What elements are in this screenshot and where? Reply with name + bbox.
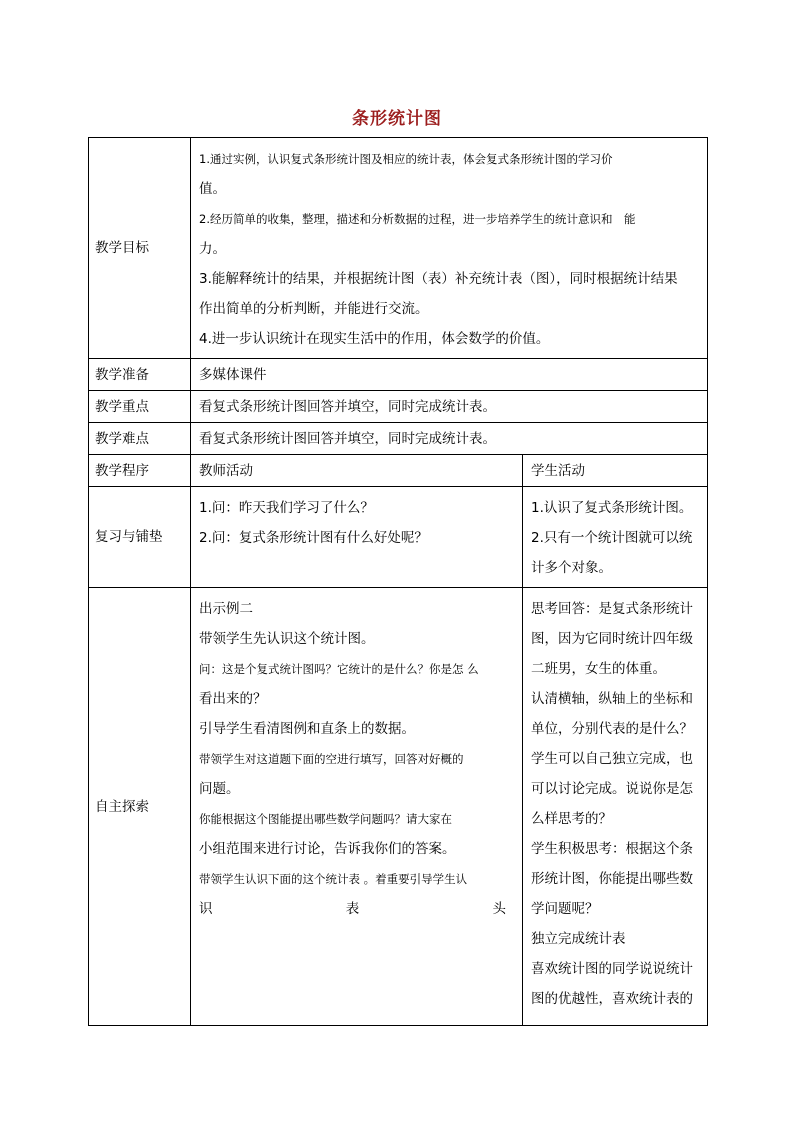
teacher-line: 2.问：复式条形统计图有什么好处呢？ (199, 530, 428, 546)
procedure-label: 教学程序 (89, 455, 191, 487)
review-teacher (191, 487, 523, 588)
student-line: 图的优越性，喜欢统计表的 (531, 991, 693, 1007)
student-line: 学生可以自己独立完成，也 (531, 751, 693, 767)
review-student (523, 487, 708, 588)
student-line: 思考回答：是复式条形统计 (531, 601, 693, 617)
justified-word: 头 (492, 901, 506, 917)
student-line: 计多个对象。 (531, 560, 612, 576)
page-title: 条形统计图 (352, 109, 442, 129)
teacher-line: 1.问：昨天我们学习了什么？ (199, 500, 374, 516)
explore-label: 自主探索 (89, 588, 191, 1026)
review-label: 复习与铺垫 (89, 487, 191, 588)
student-line: 1.认识了复式条形统计图。 (531, 500, 693, 516)
student-line: 学生积极思考：根据这个条 (531, 841, 693, 857)
student-line: 可以讨论完成。说说你是怎 (531, 781, 693, 797)
student-line: 二班男，女生的体重。 (531, 661, 666, 677)
student-line: 喜欢统计图的同学说说统计 (531, 961, 693, 977)
goals-content (191, 138, 708, 359)
student-activity-header: 学生活动 (523, 455, 708, 487)
teacher-line: 带领学生认识下面的这个统计表 。着重要引导学生认 (199, 872, 468, 886)
procedure-header-row (89, 455, 708, 487)
prep-row (89, 359, 708, 391)
difficulty-value: 看复式条形统计图回答并填空，同时完成统计表。 (191, 423, 708, 455)
student-line: 图，因为它同时统计四年级 (531, 631, 693, 647)
prep-label: 教学准备 (89, 359, 191, 391)
explore-row (89, 588, 708, 1026)
goals-label: 教学目标 (89, 138, 191, 359)
student-line: 形统计图，你能提出哪些数 (531, 871, 693, 887)
teacher-line: 问：这是个复式统计图吗？它统计的是什么？你是怎 么 (199, 662, 479, 676)
teacher-activity-header: 教师活动 (191, 455, 523, 487)
keypoint-label: 教学重点 (89, 391, 191, 423)
teacher-line: 带领学生对这道题下面的空进行填写，回答对好概的 (199, 752, 464, 766)
student-line: 单位，分别代表的是什么？ (531, 721, 693, 737)
teacher-line: 你能根据这个图能提出哪些数学问题吗？请大家在 (199, 812, 452, 826)
justified-word: 识 (199, 901, 213, 917)
goal-line: 值。 (199, 181, 226, 197)
teacher-line: 带领学生先认识这个统计图。 (199, 631, 375, 647)
keypoint-row (89, 391, 708, 423)
teacher-line: 看出来的？ (199, 691, 267, 707)
keypoint-value: 看复式条形统计图回答并填空，同时完成统计表。 (191, 391, 708, 423)
student-line: 么样思考的？ (531, 811, 612, 827)
goal-line: 1.通过实例，认识复式条形统计图及相应的统计表，体会复式条形统计图的学习价 (199, 152, 613, 166)
explore-teacher (191, 588, 523, 1026)
teacher-line-justified (199, 894, 514, 924)
justified-word: 表 (345, 901, 360, 917)
teacher-line: 出示例二 (199, 601, 253, 617)
teacher-line: 小组范围来进行讨论，告诉我你们的答案。 (199, 841, 456, 857)
difficulty-label: 教学难点 (89, 423, 191, 455)
goal-line: 作出简单的分析判断，并能进行交流。 (199, 301, 429, 317)
teacher-line: 问题。 (199, 781, 240, 797)
review-row (89, 487, 708, 588)
prep-value: 多媒体课件 (191, 359, 708, 391)
explore-student (523, 588, 708, 1026)
student-line: 2.只有一个统计图就可以统 (531, 530, 693, 546)
student-line: 认清横轴，纵轴上的坐标和 (531, 691, 693, 707)
student-line: 学问题呢？ (531, 901, 599, 917)
goal-line: 3.能解释统计的结果，并根据统计图（表）补充统计表（图），同时根据统计结果 (199, 271, 678, 287)
goal-line: 4.进一步认识统计在现实生活中的作用，体会数学的价值。 (199, 331, 550, 347)
goal-line: 力。 (199, 241, 226, 257)
student-line: 独立完成统计表 (531, 931, 626, 947)
goals-row (89, 138, 708, 359)
difficulty-row (89, 423, 708, 455)
lesson-plan-table (88, 137, 708, 1026)
teacher-line: 引导学生看清图例和直条上的数据。 (199, 721, 415, 737)
goal-line: 2.经历简单的收集，整理，描述和分析数据的过程，进一步培养学生的统计意识和 能 (199, 212, 636, 226)
